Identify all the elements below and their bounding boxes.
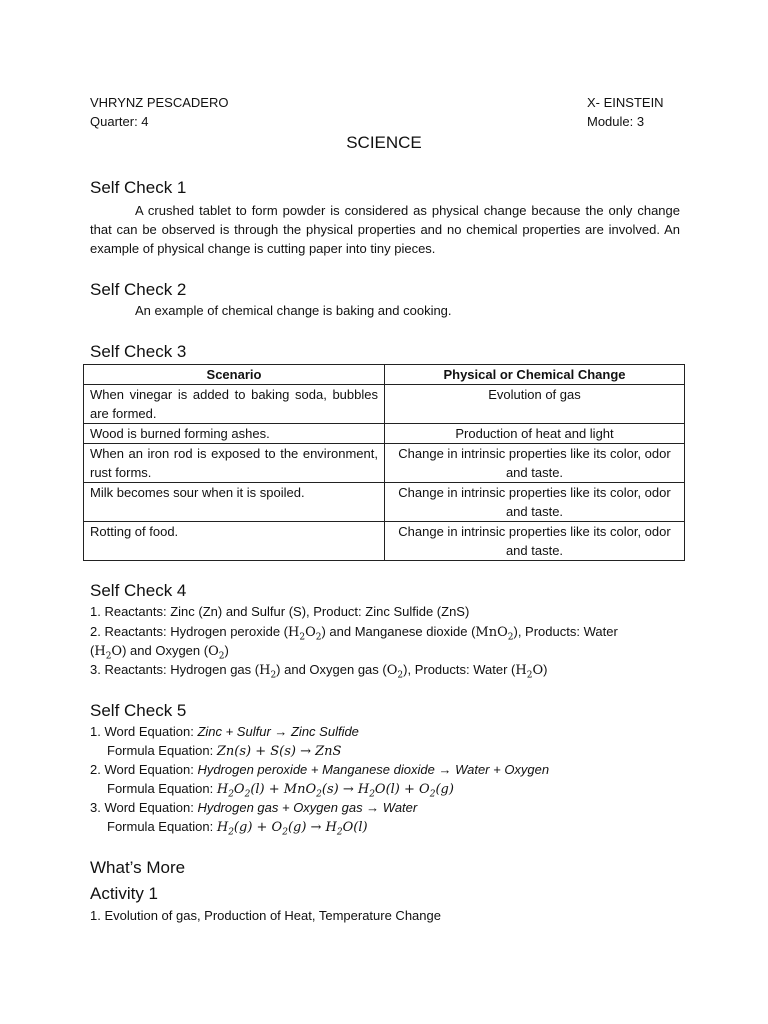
scenario-cell: When vinegar is added to baking soda, bubbles are formed. [84,385,385,424]
formula-equation-3: Formula Equation: $H_2(g) + O_2(g) \to H_2O(l)$ [107,819,368,838]
formula-mno2: MnO$_2$ [475,625,514,643]
self-check-4-item-2-line-2: $(H_2O)$ and Oxygen $(O_2)$ [90,643,229,662]
quarter-label: Quarter: 4 [90,114,149,129]
table-row [84,483,685,522]
self-check-3-heading: Self Check 3 [90,342,187,361]
change-cell: Change in intrinsic properties like its color, odor and taste. [385,483,685,522]
change-cell: Change in intrinsic properties like its color, odor and taste. [385,522,685,561]
formula-h2o: $H_2O$ [94,644,123,662]
self-check-1-text: A crushed tablet to form powder is considered as physical change because the only change that can be observed is through the physical properties and no chemical properties are involved. An example of physical change is cutting paper into tiny pieces. [90,203,680,256]
formula-h2o2: $H_2O_2$ [288,625,322,643]
column-header-scenario: Scenario [84,365,385,385]
change-cell: Production of heat and light [385,424,685,444]
equation-water: $H_2(g) + O_2(g) \to H_2O(l)$ [216,820,368,838]
equation-zns: Zn(s) + S(s) → ZnS [216,744,342,759]
table-row [84,385,685,424]
scenario-cell: When an iron rod is exposed to the environment, rust forms. [84,444,385,483]
equation-peroxide: $H_2O_2(l) + MnO_2(s) \to H_2O(l) + O_2(g)$ [216,782,454,800]
word-equation-2: 2. Word Equation: Hydrogen peroxide + Manganese dioxide → Water + Oxygen [90,762,550,777]
activity-1-heading: Activity 1 [90,884,159,903]
activity-1-item-1: 1. Evolution of gas, Production of Heat, Temperature Change [90,908,441,923]
self-check-2-heading: Self Check 2 [90,280,187,299]
table-row [84,424,685,444]
scenario-cell: Wood is burned forming ashes. [84,424,385,444]
whats-more-heading: What’s More [90,858,186,877]
self-check-4-item-1: 1. Reactants: Zinc (Zn) and Sulfur (S), Product: Zinc Sulfide (ZnS) [90,604,470,619]
change-cell: Change in intrinsic properties like its color, odor and taste. [385,444,685,483]
formula-h2o: $H_2O$ [515,663,544,681]
self-check-1-heading: Self Check 1 [90,178,187,197]
formula-o2: $O_2$ [208,644,225,662]
student-name: VHRYNZ PESCADERO [90,95,229,110]
word-equation-1: 1. Word Equation: Zinc + Sulfur → Zinc Sulfide [90,724,359,739]
formula-equation-1: Formula Equation: Zn(s) + S(s) → ZnS [107,743,342,759]
formula-equation-2: Formula Equation: $H_2O_2(l) + MnO_2(s) \to H_2O(l) + O_2(g)$ [107,781,454,800]
subject-title: SCIENCE [346,133,422,152]
scenario-cell: Milk becomes sour when it is spoiled. [84,483,385,522]
self-check-4-item-2-line-1: 2. Reactants: Hydrogen peroxide $(H_2O_2)$ and Manganese dioxide (MnO$_2$), Products: Water [90,624,618,643]
formula-h2: $H_2$ [259,663,277,681]
module-label: Module: 3 [587,114,645,129]
table-row [84,522,685,561]
self-check-2-text: An example of chemical change is baking and cooking. [135,303,452,318]
section-name: X- EINSTEIN [587,95,664,110]
table-header-row [84,365,685,385]
scenario-cell: Rotting of food. [84,522,385,561]
word-equation-3: 3. Word Equation: Hydrogen gas + Oxygen gas → Water [90,800,418,815]
table-row [84,444,685,483]
self-check-4-item-3: 3. Reactants: Hydrogen gas $(H_2)$ and Oxygen gas $(O_2)$, Products: Water $(H_2O)$ [90,662,548,681]
self-check-5-heading: Self Check 5 [90,701,187,720]
formula-o2: $O_2$ [386,663,404,681]
column-header-change: Physical or Chemical Change [385,365,685,385]
self-check-4-heading: Self Check 4 [90,581,187,600]
change-cell: Evolution of gas [385,385,685,424]
change-table [83,364,685,561]
